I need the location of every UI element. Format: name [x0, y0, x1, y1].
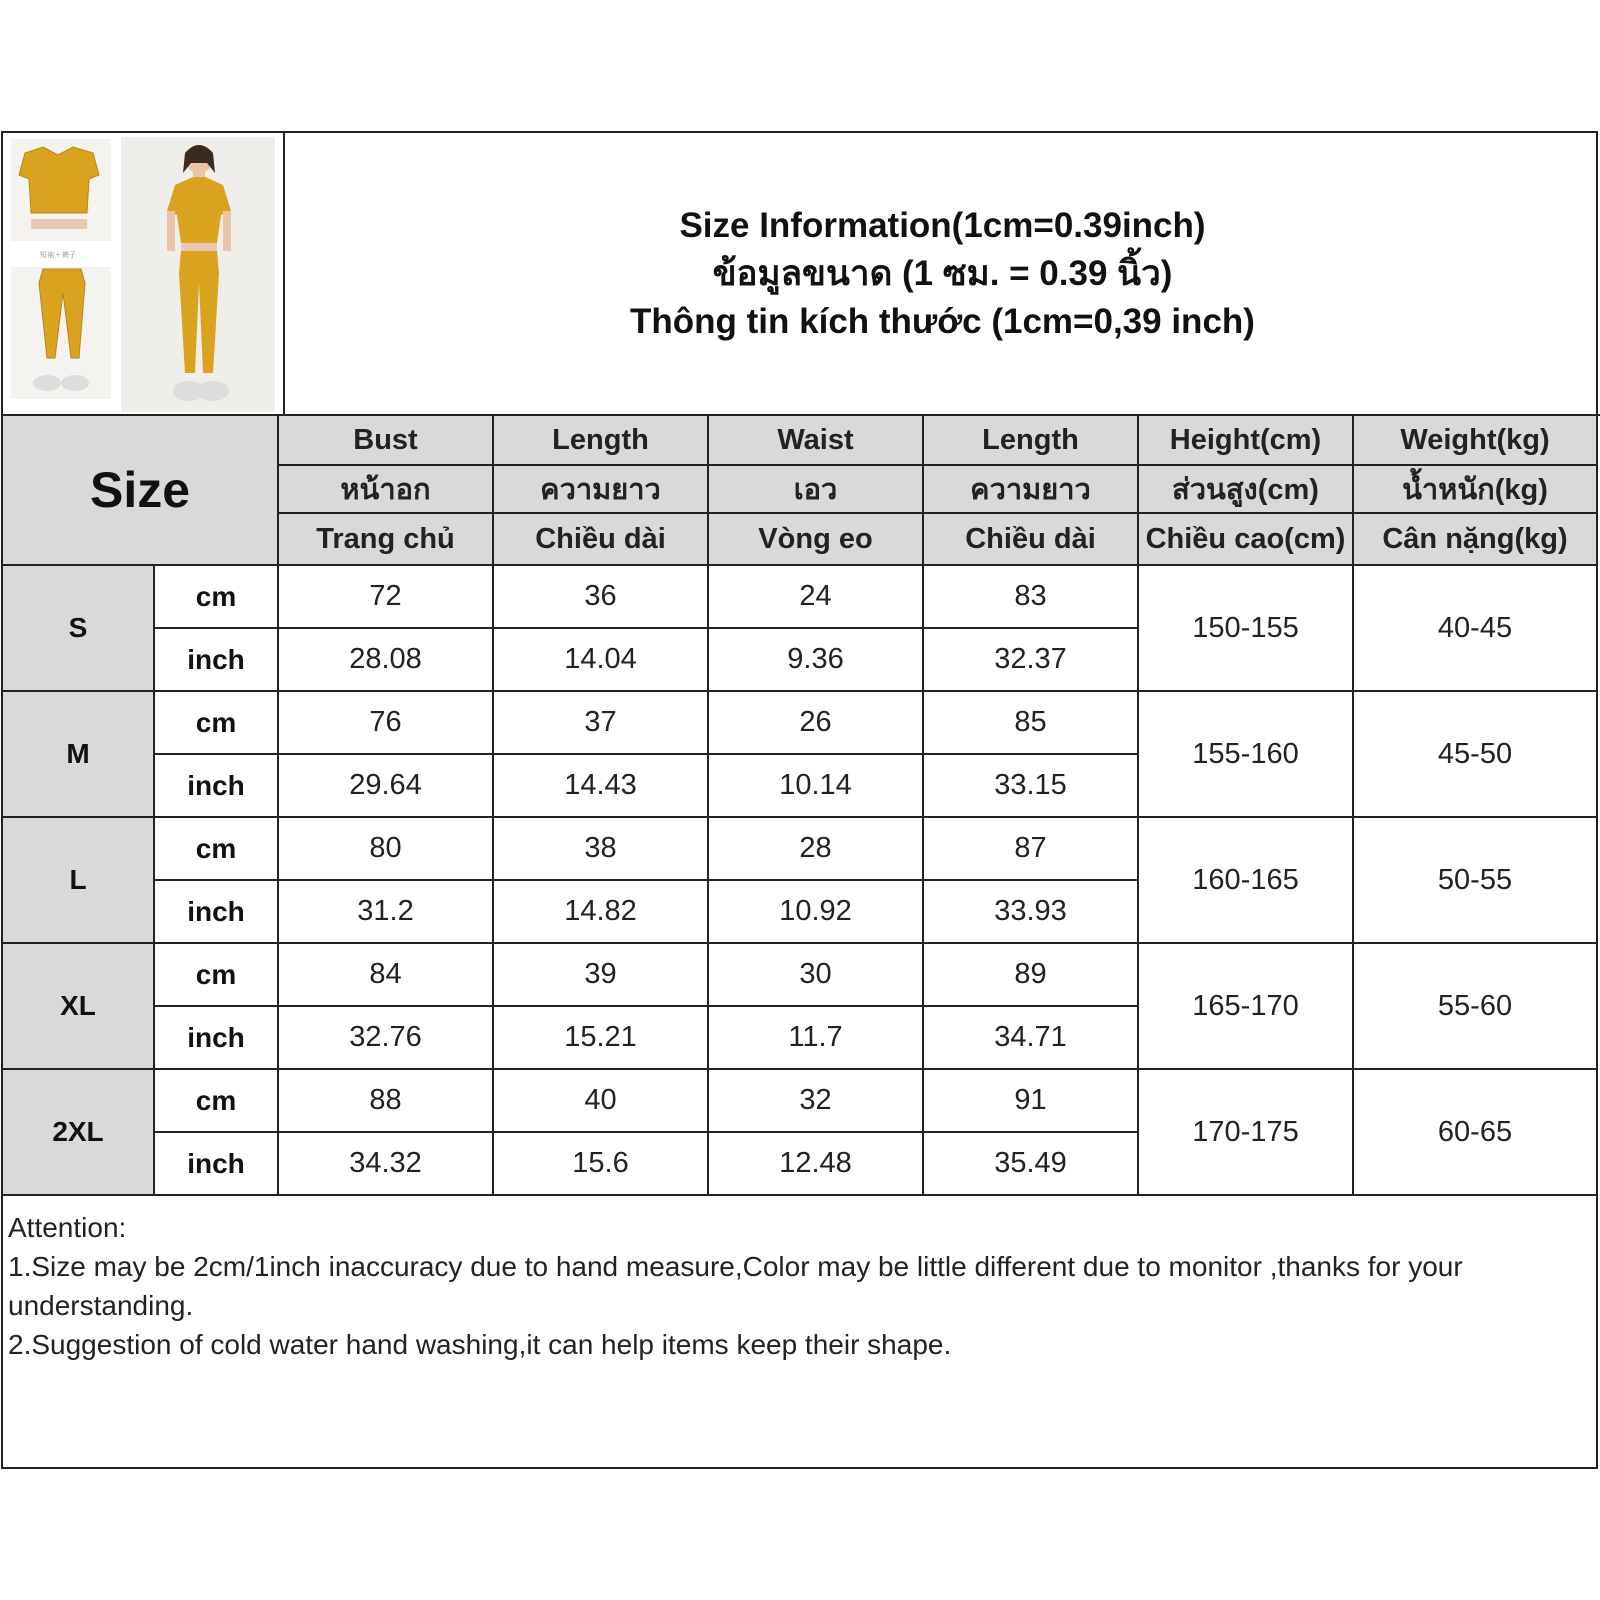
weight-range: 55-60	[1354, 944, 1598, 1070]
table-cell: 34.32	[279, 1133, 494, 1196]
table-cell: 76	[279, 692, 494, 755]
height-range: 165-170	[1139, 944, 1354, 1070]
size-label: L	[3, 818, 155, 944]
unit-label: cm	[155, 692, 279, 755]
column-header-vi: Vòng eo	[709, 514, 924, 566]
table-cell: 83	[924, 566, 1139, 629]
unit-label: inch	[155, 1007, 279, 1070]
table-cell: 39	[494, 944, 709, 1007]
column-header-en: Length	[924, 416, 1139, 466]
table-cell: 9.36	[709, 629, 924, 692]
attention-notes	[8, 1208, 1588, 1364]
size-column-header: Size	[3, 416, 279, 566]
weight-range: 50-55	[1354, 818, 1598, 944]
table-cell: 85	[924, 692, 1139, 755]
unit-label: inch	[155, 755, 279, 818]
table-cell: 10.92	[709, 881, 924, 944]
table-cell: 15.6	[494, 1133, 709, 1196]
table-cell: 29.64	[279, 755, 494, 818]
table-cell: 33.15	[924, 755, 1139, 818]
product-photo-icon	[3, 133, 279, 414]
unit-label: cm	[155, 944, 279, 1007]
size-label: 2XL	[3, 1070, 155, 1196]
size-information-title	[283, 133, 1600, 416]
unit-label: inch	[155, 629, 279, 692]
title-vietnamese: Thông tin kích thước (1cm=0,39 inch)	[630, 301, 1255, 341]
column-header-vi: Trang chủ	[279, 514, 494, 566]
table-cell: 12.48	[709, 1133, 924, 1196]
notes-line-1: 1.Size may be 2cm/1inch inaccuracy due to hand measure,Color may be little different due to monitor ,thanks for your understanding.	[8, 1251, 1463, 1321]
column-header-th: ส่วนสูง(cm)	[1139, 466, 1354, 514]
table-cell: 38	[494, 818, 709, 881]
table-cell: 72	[279, 566, 494, 629]
column-header-en: Length	[494, 416, 709, 466]
column-header-vi: Chiều dài	[494, 514, 709, 566]
table-cell: 88	[279, 1070, 494, 1133]
table-cell: 35.49	[924, 1133, 1139, 1196]
photo-caption: 短袖 + 裤子	[40, 252, 76, 259]
height-range: 150-155	[1139, 566, 1354, 692]
size-label: XL	[3, 944, 155, 1070]
table-cell: 32.76	[279, 1007, 494, 1070]
table-cell: 91	[924, 1070, 1139, 1133]
column-header-en: Weight(kg)	[1354, 416, 1598, 466]
table-cell: 87	[924, 818, 1139, 881]
table-cell: 30	[709, 944, 924, 1007]
column-header-en: Height(cm)	[1139, 416, 1354, 466]
unit-label: cm	[155, 818, 279, 881]
table-cell: 32.37	[924, 629, 1139, 692]
unit-label: inch	[155, 1133, 279, 1196]
table-cell: 26	[709, 692, 924, 755]
size-label: M	[3, 692, 155, 818]
column-header-vi: Chiều dài	[924, 514, 1139, 566]
table-cell: 14.04	[494, 629, 709, 692]
column-header-vi: Chiều cao(cm)	[1139, 514, 1354, 566]
table-cell: 14.82	[494, 881, 709, 944]
column-header-th: หน้าอก	[279, 466, 494, 514]
notes-line-2: 2.Suggestion of cold water hand washing,it can help items keep their shape.	[8, 1329, 952, 1360]
title-thai: ข้อมูลขนาด (1 ซม. = 0.39 นิ้ว)	[712, 253, 1173, 293]
table-cell: 31.2	[279, 881, 494, 944]
column-header-th: น้ำหนัก(kg)	[1354, 466, 1598, 514]
table-cell: 11.7	[709, 1007, 924, 1070]
column-header-vi: Cân nặng(kg)	[1354, 514, 1598, 566]
size-label: S	[3, 566, 155, 692]
unit-label: cm	[155, 1070, 279, 1133]
weight-range: 40-45	[1354, 566, 1598, 692]
table-cell: 84	[279, 944, 494, 1007]
table-cell: 24	[709, 566, 924, 629]
table-cell: 33.93	[924, 881, 1139, 944]
column-header-en: Bust	[279, 416, 494, 466]
table-cell: 34.71	[924, 1007, 1139, 1070]
table-cell: 15.21	[494, 1007, 709, 1070]
height-range: 170-175	[1139, 1070, 1354, 1196]
table-cell: 32	[709, 1070, 924, 1133]
column-header-th: ความยาว	[494, 466, 709, 514]
product-photo-panel	[3, 133, 283, 416]
height-range: 160-165	[1139, 818, 1354, 944]
title-english: Size Information(1cm=0.39inch)	[679, 205, 1206, 245]
table-cell: 40	[494, 1070, 709, 1133]
unit-label: inch	[155, 881, 279, 944]
column-header-th: ความยาว	[924, 466, 1139, 514]
column-header-th: เอว	[709, 466, 924, 514]
weight-range: 60-65	[1354, 1070, 1598, 1196]
table-cell: 89	[924, 944, 1139, 1007]
size-chart-sheet	[1, 131, 1598, 1469]
notes-heading: Attention:	[8, 1212, 127, 1243]
unit-label: cm	[155, 566, 279, 629]
table-cell: 80	[279, 818, 494, 881]
table-cell: 37	[494, 692, 709, 755]
table-cell: 14.43	[494, 755, 709, 818]
height-range: 155-160	[1139, 692, 1354, 818]
weight-range: 45-50	[1354, 692, 1598, 818]
table-cell: 28.08	[279, 629, 494, 692]
table-cell: 28	[709, 818, 924, 881]
table-cell: 36	[494, 566, 709, 629]
column-header-en: Waist	[709, 416, 924, 466]
table-cell: 10.14	[709, 755, 924, 818]
